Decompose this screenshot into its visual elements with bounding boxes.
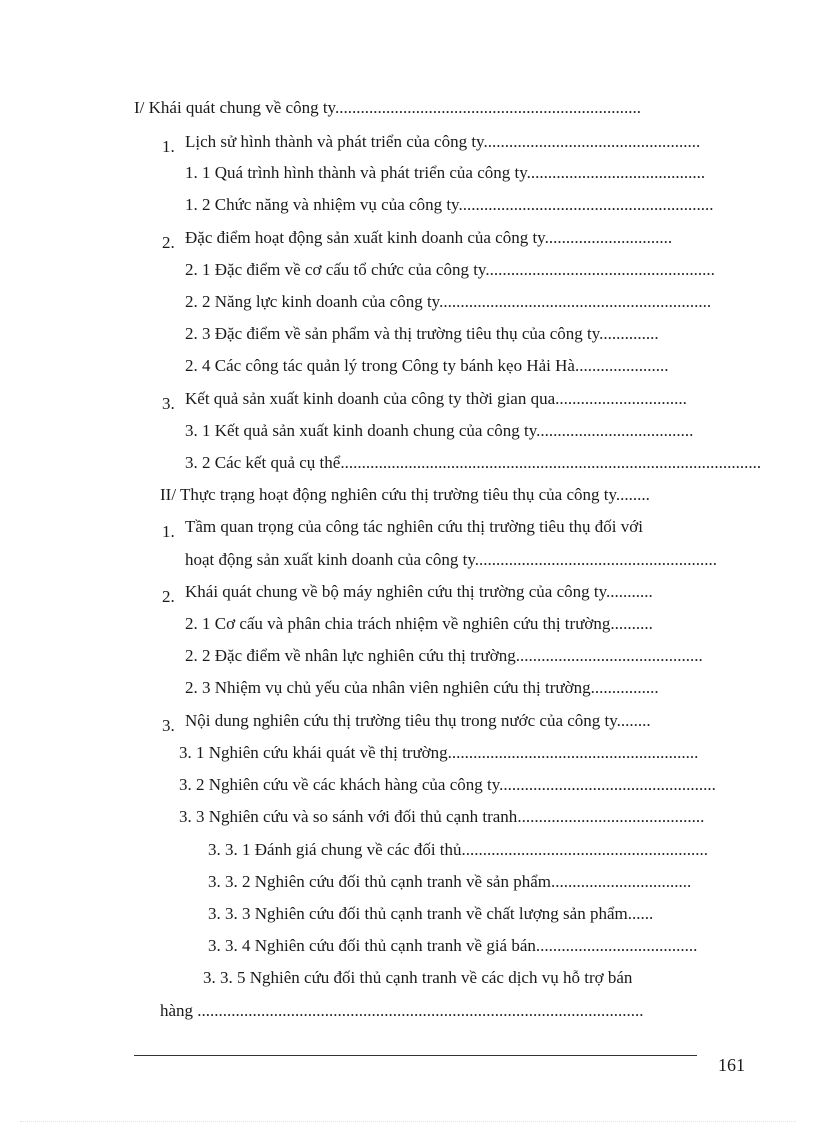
toc-leader: ............................... bbox=[555, 389, 687, 408]
toc-entry bbox=[179, 802, 716, 832]
toc-leader: .............................. bbox=[544, 228, 673, 247]
toc-entry-text: II/ Thực trạng hoạt động nghiên cứu thị trường tiêu thụ của công ty bbox=[160, 485, 616, 504]
toc-entry bbox=[203, 963, 716, 993]
toc-leader: ................................................................................................... bbox=[340, 453, 762, 472]
toc-entry-text: 3. 3. 5 Nghiên cứu đối thủ cạnh tranh về các dịch vụ hỗ trợ bán bbox=[203, 968, 633, 987]
toc-entry bbox=[162, 512, 716, 542]
toc-leader: ......................................................... bbox=[474, 550, 717, 569]
toc-entry-number: 1. bbox=[162, 137, 175, 156]
toc-entry-text: 1. 2 Chức năng và nhiệm vụ của công ty bbox=[185, 195, 459, 214]
toc-entry bbox=[160, 480, 716, 510]
toc-entry-text: hàng bbox=[160, 1001, 194, 1020]
toc-entry-text: 3. 1 Kết quả sản xuất kinh doanh chung của công ty bbox=[185, 421, 537, 440]
toc-leader: ........................................................................ bbox=[334, 98, 641, 117]
toc-leader: ................................................... bbox=[499, 775, 716, 794]
toc-leader: ......................................................................................................... bbox=[197, 1001, 644, 1020]
toc-entry bbox=[162, 223, 716, 253]
toc-leader: .......................................... bbox=[526, 163, 706, 182]
toc-entry-text: 3. 3. 3 Nghiên cứu đối thủ cạnh tranh về chất lượng sản phẩm bbox=[208, 904, 628, 923]
toc-entry bbox=[185, 351, 716, 381]
toc-entry-number: 3. bbox=[162, 394, 175, 413]
toc-entry-text: 2. 3 Nhiệm vụ chủ yếu của nhân viên nghiên cứu thị trường bbox=[185, 678, 591, 697]
toc-entry bbox=[185, 641, 716, 671]
toc-entry bbox=[185, 287, 716, 317]
footer-rule bbox=[134, 1055, 697, 1056]
toc-entry-text: 2. 2 Đặc điểm về nhân lực nghiên cứu thị trường bbox=[185, 646, 516, 665]
toc-entry bbox=[160, 996, 716, 1026]
toc-entry-text: 2. 3 Đặc điểm về sản phẩm và thị trường tiêu thụ của công ty bbox=[185, 324, 600, 343]
toc-leader: ................................................................ bbox=[439, 292, 712, 311]
toc-entry-text: Kết quả sản xuất kinh doanh của công ty thời gian qua bbox=[185, 389, 556, 408]
toc-entry-text: 3. 2 Nghiên cứu về các khách hàng của công ty bbox=[179, 775, 500, 794]
toc-entry-text: 3. 3. 4 Nghiên cứu đối thủ cạnh tranh về giá bán bbox=[208, 936, 536, 955]
toc-entry bbox=[185, 158, 716, 188]
toc-entry-number: 2. bbox=[162, 233, 175, 252]
toc-leader: ............................................................ bbox=[458, 195, 714, 214]
toc-leader: ........... bbox=[606, 582, 653, 601]
toc-entry-text: 2. 1 Đặc điểm về cơ cấu tổ chức của công ty bbox=[185, 260, 486, 279]
toc-entry bbox=[162, 127, 716, 157]
toc-entry-number: 3. bbox=[162, 716, 175, 735]
toc-entry bbox=[185, 416, 716, 446]
toc-entry bbox=[208, 867, 716, 897]
toc-entry bbox=[162, 577, 716, 607]
toc-entry bbox=[185, 255, 716, 285]
toc-entry-text: I/ Khái quát chung về công ty bbox=[134, 98, 335, 117]
toc-entry-text: 3. 2 Các kết quả cụ thể bbox=[185, 453, 341, 472]
toc-entry bbox=[179, 770, 716, 800]
toc-entry-number: 2. bbox=[162, 587, 175, 606]
toc-leader: ..................................... bbox=[536, 421, 694, 440]
toc-leader: .............. bbox=[599, 324, 659, 343]
toc-entry-text: 2. 1 Cơ cấu và phân chia trách nhiệm về nghiên cứu thị trường bbox=[185, 614, 611, 633]
toc-entry-number: 1. bbox=[162, 522, 175, 541]
toc-entry-text: 2. 4 Các công tác quản lý trong Công ty bánh kẹo Hải Hà bbox=[185, 356, 575, 375]
toc-entry-text: Đặc điểm hoạt động sản xuất kinh doanh của công ty bbox=[185, 228, 545, 247]
toc-entry bbox=[185, 190, 716, 220]
toc-leader: ................................................... bbox=[483, 132, 701, 151]
toc-entry-text: hoạt động sản xuất kinh doanh của công ty bbox=[185, 550, 475, 569]
toc-leader: ........................................................... bbox=[447, 743, 699, 762]
toc-leader: .......... bbox=[610, 614, 653, 633]
toc-leader: ............................................ bbox=[515, 646, 703, 665]
toc-entry bbox=[208, 931, 716, 961]
toc-leader: ...................... bbox=[574, 356, 669, 375]
toc-leader: ...... bbox=[627, 904, 654, 923]
toc-leader: ...................................................... bbox=[485, 260, 715, 279]
toc-entry bbox=[185, 545, 716, 575]
toc-entry-text: 3. 3 Nghiên cứu và so sánh với đối thủ cạnh tranh bbox=[179, 807, 518, 826]
toc-entry bbox=[162, 384, 716, 414]
toc-leader: ........ bbox=[616, 711, 651, 730]
toc-leader: ...................................... bbox=[535, 936, 698, 955]
toc-entry bbox=[208, 899, 716, 929]
toc-leader: ................................. bbox=[551, 872, 692, 891]
toc-entry-text: 1. 1 Quá trình hình thành và phát triển của công ty bbox=[185, 163, 527, 182]
toc-entry-text: Nội dung nghiên cứu thị trường tiêu thụ trong nước của công ty bbox=[185, 711, 617, 730]
toc-entry-text: Lịch sử hình thành và phát triển của công ty bbox=[185, 132, 484, 151]
toc-entry-text: 3. 3. 1 Đánh giá chung về các đối thủ bbox=[208, 840, 462, 859]
toc-entry bbox=[208, 835, 716, 865]
toc-entry bbox=[179, 738, 716, 768]
toc-entry-text: 2. 2 Năng lực kinh doanh của công ty bbox=[185, 292, 440, 311]
toc-entry bbox=[134, 93, 716, 123]
toc-leader: ................ bbox=[590, 678, 659, 697]
page-edge-dotted-line bbox=[20, 1121, 796, 1122]
toc-entry-text: Tầm quan trọng của công tác nghiên cứu thị trường tiêu thụ đối với bbox=[185, 517, 643, 536]
toc-leader: .......................................................... bbox=[461, 840, 709, 859]
toc-leader: ........ bbox=[615, 485, 650, 504]
toc-entry bbox=[162, 706, 716, 736]
toc-entry bbox=[185, 609, 716, 639]
toc-entry-text: 3. 3. 2 Nghiên cứu đối thủ cạnh tranh về sản phẩm bbox=[208, 872, 551, 891]
toc-entry bbox=[185, 448, 762, 478]
toc-entry-text: Khái quát chung về bộ máy nghiên cứu thị trường của công ty bbox=[185, 582, 606, 601]
toc-entry bbox=[185, 673, 716, 703]
toc-leader: ............................................ bbox=[517, 807, 705, 826]
toc-entry bbox=[185, 319, 716, 349]
page-number: 161 bbox=[718, 1055, 745, 1075]
toc-entry-text: 3. 1 Nghiên cứu khái quát về thị trường bbox=[179, 743, 448, 762]
